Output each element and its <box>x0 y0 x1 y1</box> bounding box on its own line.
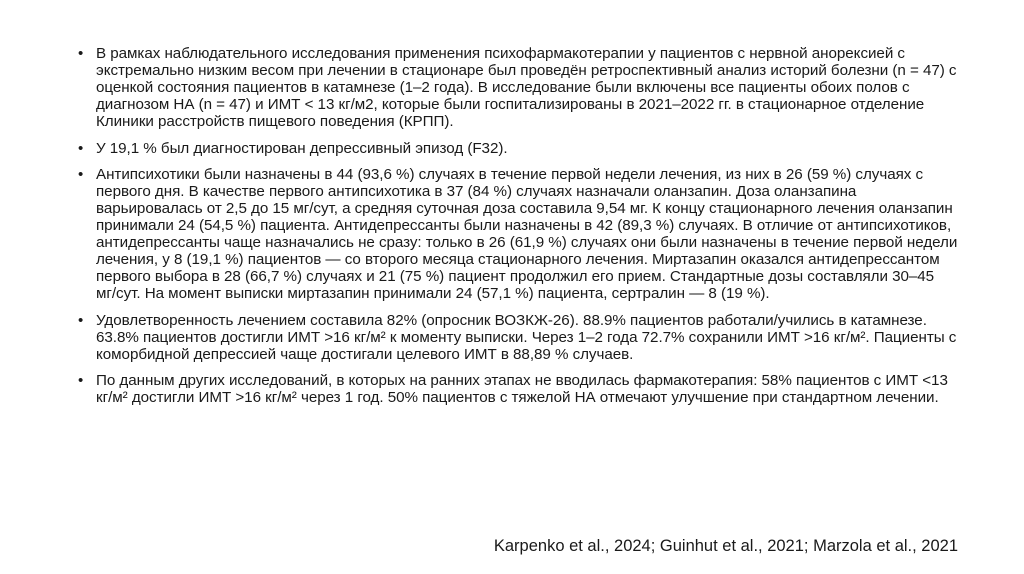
bullet-marker: • <box>78 166 84 184</box>
bullet-item <box>78 167 958 302</box>
bullet-marker: • <box>78 139 84 157</box>
bullet-text: Антипсихотики были назначены в 44 (93,6 %) случаях в течение первой недели лечения, из них в 26 (59 %) случаях с первого дня. В качестве первого антипсихотика в 37 (84 %) случаях назначали оланзапин. Доза оланзапина варьировалась от 2,5 до 15 мг/сут, а средняя суточная доза составила 9,54 мг. К концу стационарного лечения оланзапин принимали 24 (54,5 %) пациента. Антидепрессанты были назначены в 42 (89,3 %) случаях. В отличие от антипсихотиков, антидепрессанты чаще назначались не сразу: только в 26 (61,9 %) случаях они были назначены в течение первой недели лечения, у 8 (19,1 %) пациентов — со второго месяца стационарного лечения. Миртазапин оказался антидепрессантом первого выбора в 28 (66,7 %) случаях и 21 (75 %) пациент продолжил его прием. Стандартные дозы составляли 30–45 мг/сут. На момент выписки миртазапин принимали 24 (57,1 %) пациента, сертралин — 8 (19 %). <box>96 166 958 302</box>
bullet-text: Удовлетворенность лечением составила 82% (опросник ВОЗКЖ-26). 88.9% пациентов работали/учились в катамнезе. 63.8% пациентов достигли ИМТ >16 кг/м² к моменту выписки. Через 1–2 года 72.7% сохранили ИМТ >16 кг/м². Пациенты с коморбидной депрессией чаще достигали целевого ИМТ в 88,89 % случаев. <box>96 311 957 363</box>
bullet-text: В рамках наблюдательного исследования применения психофармакотерапии у пациентов с нервной анорексией с экстремально низким весом при лечении в стационаре был проведён ретроспективный анализ историй болезни (n = 47) с оценкой состояния пациентов в катамнезе (1–2 года). В исследование были включены все пациенты обоих полов с диагнозом НА (n = 47) и ИМТ < 13 кг/м2, которые были госпитализированы в 2021–2022 гг. в стационарное отделение Клиники расстройств пищевого поведения (КРПП). <box>96 45 957 130</box>
bullet-marker: • <box>78 311 84 329</box>
bullet-text: По данным других исследований, в которых на ранних этапах не вводилась фармакотерапия: 58% пациентов с ИМТ <13 кг/м² достигли ИМТ >16 кг/м² через 1 год. 50% пациентов с тяжелой НА отмечают улучшение при стандартном лечении. <box>96 372 948 407</box>
citation: Karpenko et al., 2024; Guinhut et al., 2021; Marzola et al., 2021 <box>493 537 958 555</box>
bullet-list <box>78 46 958 417</box>
bullet-marker: • <box>78 45 84 62</box>
bullet-item <box>78 313 958 364</box>
bullet-item <box>78 46 958 131</box>
bullet-item <box>78 373 958 407</box>
bullet-marker: • <box>78 372 84 390</box>
bullet-text: У 19,1 % был диагностирован депрессивный эпизод (F32). <box>96 139 508 157</box>
bullet-item <box>78 141 958 158</box>
